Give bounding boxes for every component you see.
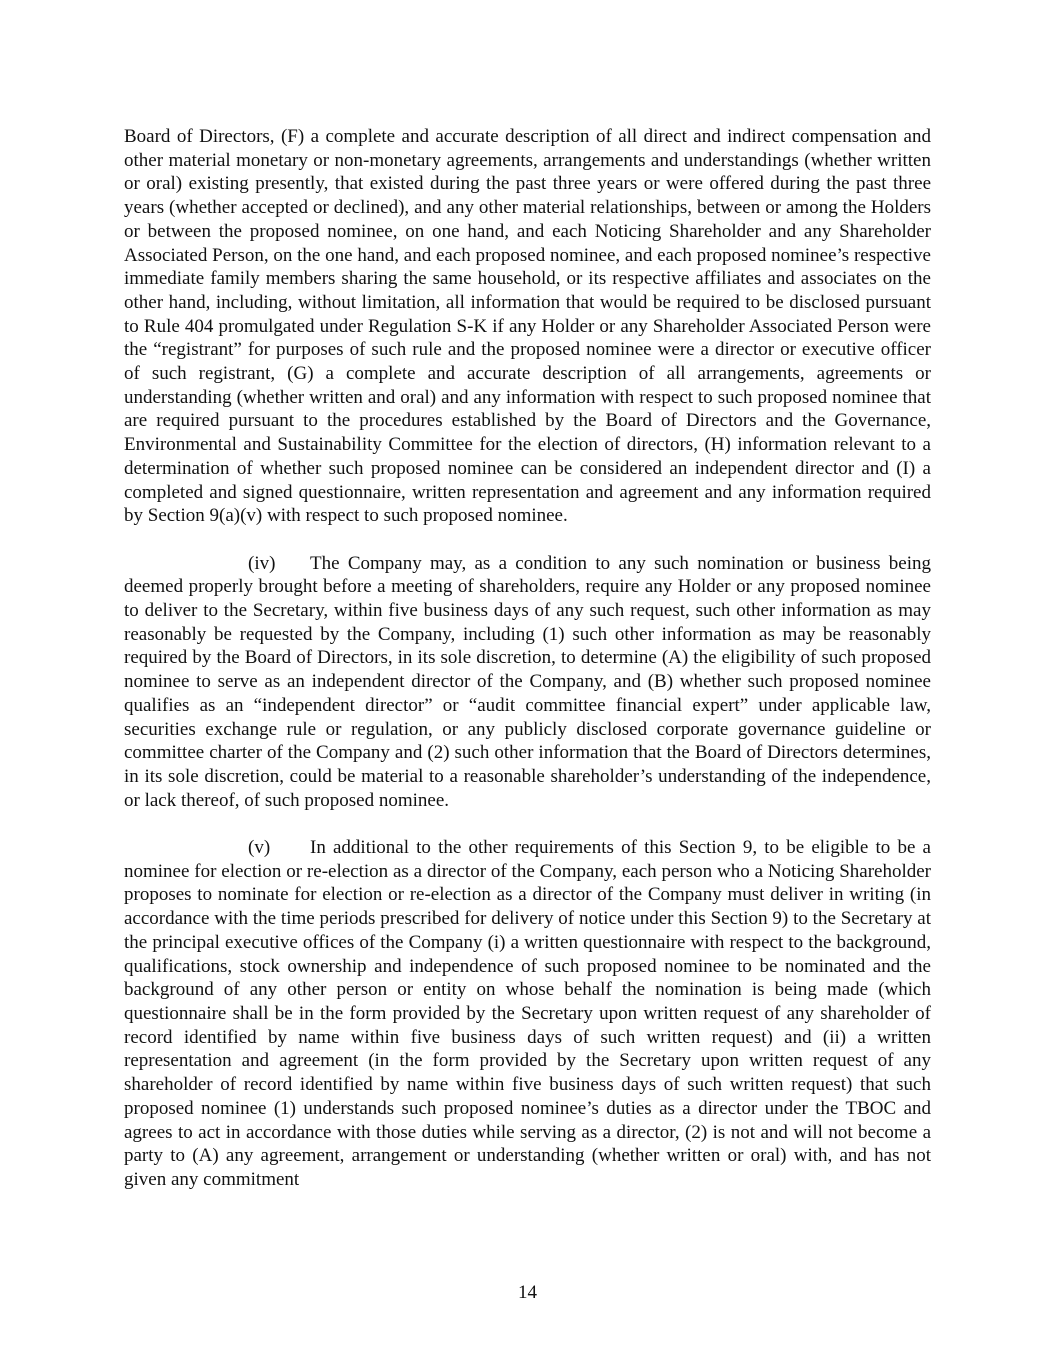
paragraph-text: In additional to the other requirements of this Section 9, to be eligible to be a nominee for election or re-election as a director of the Company, each person who a Noticing Shareholder proposes to nominate for election or re-election as a director of the Company must deliver in writing (in accordance with the time periods prescribed for delivery of notice under this Section 9) to the Secretary at the principal executive offices of the Company (i) a written questionnaire with respect to the background, qualifications, stock ownership and independence of such proposed nominee to be nominated and the background of any other person or entity on whose behalf the nomination is being made (which questionnaire shall be in the form provided by the Secretary upon written request of any shareholder of record identified by name within five business days of such written request) and (ii) a written representation and agreement (in the form provided by the Secretary upon written request of any shareholder of record identified by name within five business days of such written request) that such proposed nominee (1) understands such proposed nominee’s duties as a director under the TBOC and agrees to act in accordance with those duties while serving as a director, (2) is not and will not become a party to (A) any agreement, arrangement or understanding (whether written or oral) with, and has not given any commitment <box>124 837 931 1190</box>
paragraph-text: Board of Directors, (F) a complete and accurate description of all direct and indirect compensation and other material monetary or non-monetary agreements, arrangements and understandings (whether written or oral) existing presently, that existed during the past three years or were offered during the past three years (whether accepted or declined), and any other material relationships, between or among the Holders or between the proposed nominee, on one hand, and each Noticing Shareholder and any Shareholder Associated Person, on the one hand, and each proposed nominee, and each proposed nominee’s respective immediate family members sharing the same household, or its respective affiliates and associates on the other hand, including, without limitation, all information that would be required to be disclosed pursuant to Rule 404 promulgated under Regulation S-K if any Holder or any Shareholder Associated Person were the “registrant” for purposes of such rule and the proposed nominee were a director or executive officer of such registrant, (G) a complete and accurate description of all arrangements, agreements or understanding (whether written and oral) and any information with respect to such proposed nominee that are required pursuant to the procedures established by the Board of Directors and the Governance, Environmental and Sustainability Committee for the election of directors, (H) information relevant to a determination of whether such proposed nominee can be considered an independent director and (I) a completed and signed questionnaire, written representation and agreement and any information required by Section 9(a)(v) with respect to such proposed nominee. <box>124 126 931 527</box>
paragraph-iv <box>124 552 931 813</box>
paragraph-text: The Company may, as a condition to any such nomination or business being deemed properly brought before a meeting of shareholders, require any Holder or any proposed nominee to deliver to the Secretary, within five business days of any such request, such other information as may reasonably be requested by the Company, including (1) such other information as may be reasonably required by the Board of Directors, in its sole discretion, to determine (A) the eligibility of such proposed nominee to serve as an independent director of the Company, and (B) whether such proposed nominee qualifies as an “independent director” or “audit committee financial expert” under applicable law, securities exchange rule or regulation, or any publicly disclosed corporate governance guideline or committee charter of the Company and (2) such other information that the Board of Directors determines, in its sole discretion, could be material to a reasonable shareholder’s understanding of the independence, or lack thereof, of such proposed nominee. <box>124 552 931 811</box>
paragraph-continued <box>124 125 931 528</box>
paragraph-enumerator: (v) <box>248 837 271 859</box>
page-number: 14 <box>518 1282 537 1303</box>
paragraph-enumerator: (iv) <box>248 552 276 574</box>
paragraph-v <box>124 836 931 1192</box>
document-page <box>124 125 931 1192</box>
